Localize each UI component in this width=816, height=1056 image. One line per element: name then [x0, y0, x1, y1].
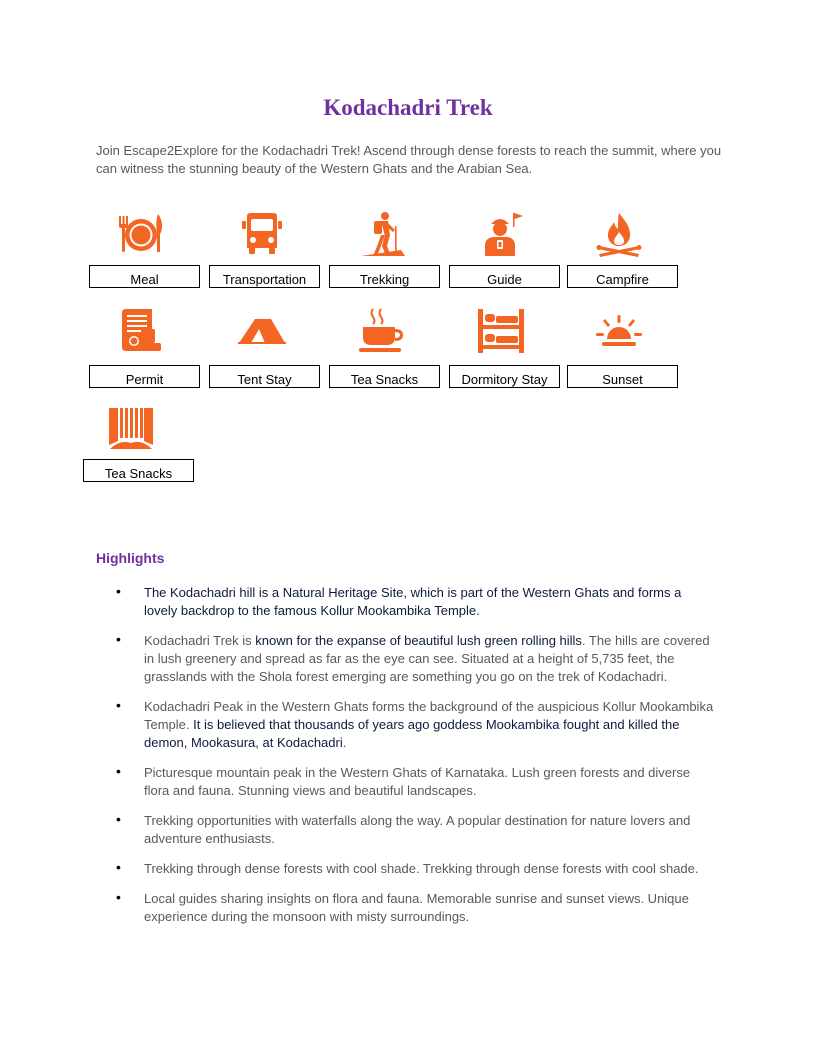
highlights-heading: Highlights — [96, 550, 165, 566]
bullet-icon: • — [116, 763, 121, 779]
list-item: • Picturesque mountain peak in the Western Ghats of Karnataka. Lush green forests and diverse flora and fauna. Stunning views and beautiful landscapes. — [116, 763, 691, 798]
amenity-label: Transportation — [209, 265, 320, 288]
amenity-label: Sunset — [567, 365, 678, 388]
amenity-label: Tent Stay — [209, 365, 320, 388]
bullet-icon: • — [116, 889, 121, 905]
amenity-label: Guide — [449, 265, 560, 288]
amenity-label: Tea Snacks — [83, 459, 194, 482]
list-item: • Trekking opportunities with waterfalls along the way. A popular destination for nature lovers and adventure enthusiasts. — [116, 811, 691, 846]
bullet-icon: • — [116, 859, 121, 875]
list-item: • Local guides sharing insights on flora and fauna. Memorable sunrise and sunset views. Unique experience during the monsoon with misty surroundings. — [116, 889, 689, 924]
bullet-icon: • — [116, 697, 121, 713]
hiker-icon — [357, 210, 407, 258]
amenity-label: Campfire — [567, 265, 678, 288]
sunset-icon — [594, 307, 644, 355]
guide-icon — [477, 210, 527, 258]
bunk-bed-icon — [476, 307, 526, 355]
meal-icon — [116, 210, 166, 258]
list-item: • Kodachadri Trek is known for the expanse of beautiful lush green rolling hills. The hills are covered in lush greenery and spread as far as the eye can see. Situated at a height of 5,735 feet, the grasslands with the Shola forest emerging are something you go on the trek of Kodachadri. — [116, 631, 710, 684]
campfire-icon — [594, 210, 644, 258]
bullet-icon: • — [116, 631, 121, 647]
page-title: Kodachadri Trek — [323, 95, 493, 120]
amenity-label: Tea Snacks — [329, 365, 440, 388]
list-item: • The Kodachadri hill is a Natural Heritage Site, which is part of the Western Ghats and forms a lovely backdrop to the famous Kollur Mookambika Temple. — [116, 583, 682, 618]
bus-icon — [237, 210, 287, 258]
amenity-label: Trekking — [329, 265, 440, 288]
amenity-label: Dormitory Stay — [449, 365, 560, 388]
bullet-icon: • — [116, 811, 121, 827]
amenity-label: Permit — [89, 365, 200, 388]
intro-paragraph: Join Escape2Explore for the Kodachadri Trek! Ascend through dense forests to reach the summit, where you can witness the stunning beauty of the Western Ghats and the Arabian Sea. — [96, 143, 722, 176]
permit-icon — [116, 307, 166, 355]
tea-cup-icon — [357, 307, 407, 355]
tent-icon — [237, 307, 287, 355]
list-item: • Trekking through dense forests with cool shade. Trekking through dense forests with cool shade. — [116, 859, 699, 876]
list-item: • Kodachadri Peak in the Western Ghats forms the background of the auspicious Kollur Mookambika Temple. It is believed that thousands of years ago goddess Mookambika fought and killed the demon, Mookasura, at Kodachadri. — [116, 697, 714, 750]
waterfall-icon — [106, 405, 156, 453]
bullet-icon: • — [116, 583, 121, 599]
amenity-label: Meal — [89, 265, 200, 288]
highlights-list — [116, 584, 716, 926]
